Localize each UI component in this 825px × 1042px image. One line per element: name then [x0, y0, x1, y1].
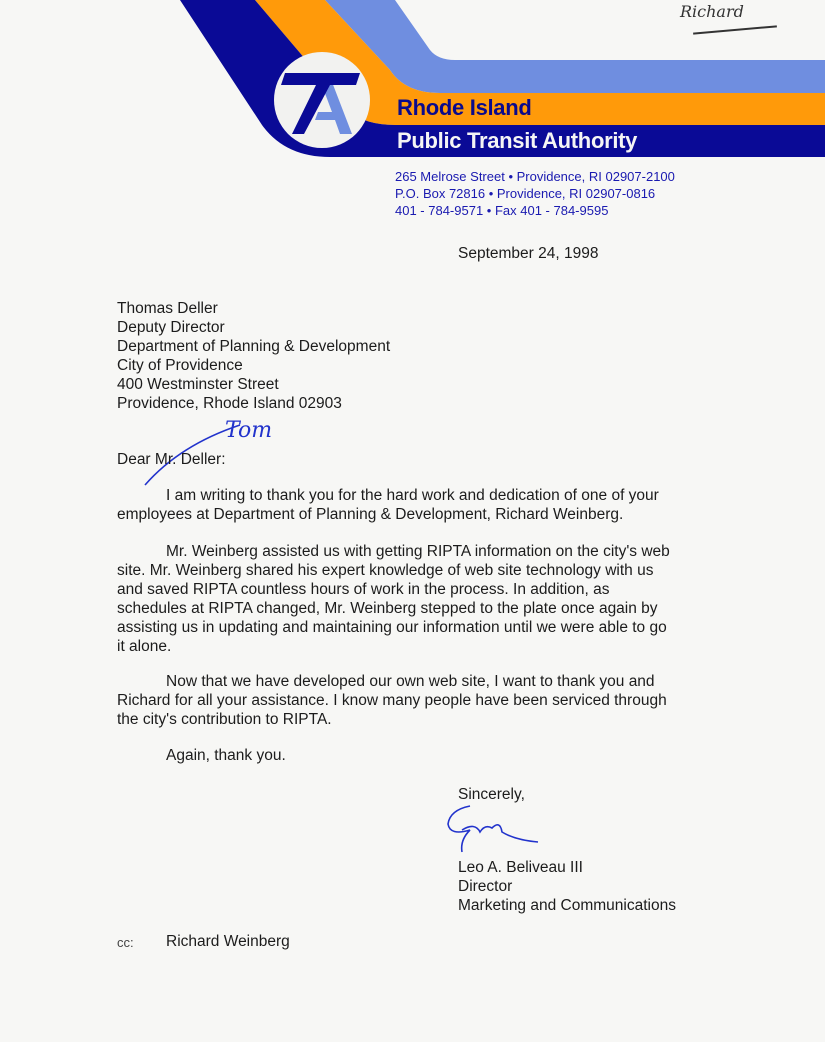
- paragraph-line: Now that we have developed our own web site, I want to thank you and: [166, 673, 655, 690]
- org-address: [395, 168, 675, 219]
- handwritten-note-tom: Tom: [225, 418, 273, 443]
- body-paragraph-2: [117, 542, 717, 656]
- salutation: Dear Mr. Deller:: [117, 451, 226, 468]
- letterhead: [0, 0, 825, 230]
- body-paragraph-4: Again, thank you.: [166, 747, 286, 764]
- signer-block: [458, 858, 676, 915]
- signer-department: Marketing and Communications: [458, 897, 676, 914]
- paragraph-line: Mr. Weinberg assisted us with getting RIPTA information on the city's web: [166, 543, 670, 560]
- signer-name: Leo A. Beliveau III: [458, 859, 583, 876]
- recipient-title: Deputy Director: [117, 319, 225, 336]
- recipient-city: City of Providence: [117, 357, 243, 374]
- paragraph-line: Richard for all your assistance. I know many people have been serviced through: [117, 692, 667, 709]
- paragraph-line: the city's contribution to RIPTA.: [117, 711, 332, 728]
- body-paragraph-1: [117, 486, 717, 524]
- paragraph-line: I am writing to thank you for the hard work and dedication of one of your: [166, 487, 659, 504]
- address-line: 265 Melrose Street • Providence, RI 02907-2100: [395, 169, 675, 184]
- paragraph-line: it alone.: [117, 638, 172, 655]
- paragraph-line: schedules at RIPTA changed, Mr. Weinberg stepped to the plate once again by: [117, 600, 658, 617]
- paragraph-line: employees at Department of Planning & Development, Richard Weinberg.: [117, 506, 624, 523]
- org-name-line-1: Rhode Island: [397, 95, 532, 120]
- recipient-name: Thomas Deller: [117, 300, 218, 317]
- org-name-line-2: Public Transit Authority: [397, 128, 638, 153]
- signature-leo: [440, 800, 550, 860]
- handwritten-note-richard: Richard: [680, 2, 744, 21]
- address-line: 401 - 784-9571 • Fax 401 - 784-9595: [395, 203, 609, 218]
- body-paragraph-3: [117, 672, 717, 729]
- address-line: P.O. Box 72816 • Providence, RI 02907-0816: [395, 186, 656, 201]
- recipient-city-state-zip: Providence, Rhode Island 02903: [117, 395, 342, 412]
- cc-recipient: Richard Weinberg: [166, 933, 290, 950]
- recipient-address-block: [117, 299, 390, 413]
- paragraph-line: site. Mr. Weinberg shared his expert knowledge of web site technology with us: [117, 562, 654, 579]
- recipient-department: Department of Planning & Development: [117, 338, 391, 355]
- letter-date: September 24, 1998: [458, 245, 599, 262]
- recipient-street: 400 Westminster Street: [117, 376, 279, 393]
- ripta-logo-icon: [274, 52, 370, 148]
- cc-label: cc:: [117, 935, 134, 950]
- signer-title: Director: [458, 878, 513, 895]
- paragraph-line: and saved RIPTA countless hours of work in the process. In addition, as: [117, 581, 610, 598]
- closing: Sincerely,: [458, 786, 525, 803]
- paragraph-line: assisting us in updating and maintaining our information until we were able to go: [117, 619, 667, 636]
